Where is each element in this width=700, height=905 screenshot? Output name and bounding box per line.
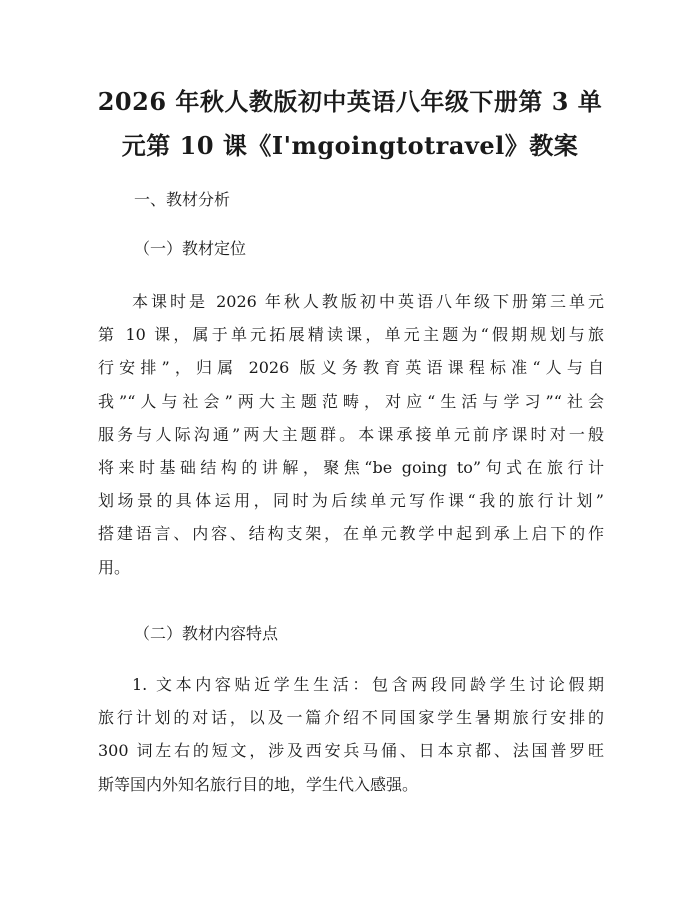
document-title-line-2: 元第 10 课《I'mgoingtotravel》教案	[121, 131, 579, 160]
paragraph-line: 我”“人与社会”两大主题范畴，对应“生活与学习”“社会	[98, 391, 604, 411]
paragraph-line: 1. 文本内容贴近学生生活：包含两段同龄学生讨论假期	[132, 675, 604, 694]
paragraph-line: 划场景的具体运用，同时为后续单元写作课“我的旅行计划”	[98, 491, 604, 511]
subsection-heading-features: （二）教材内容特点	[134, 624, 279, 643]
paragraph-line: 本课时是 2026 年秋人教版初中英语八年级下册第三单元	[132, 292, 604, 311]
subsection-heading-positioning: （一）教材定位	[134, 239, 247, 258]
paragraph-positioning	[98, 285, 604, 584]
paragraph-features	[98, 668, 604, 801]
document-title-line-1: 2026 年秋人教版初中英语八年级下册第 3 单	[97, 87, 603, 116]
paragraph-line: 将来时基础结构的讲解，聚焦“be going to”句式在旅行计	[98, 458, 604, 478]
paragraph-line: 行安排”，归属 2026 版义务教育英语课程标准“人与自	[98, 358, 604, 378]
section-heading-analysis: 一、教材分析	[134, 190, 231, 209]
paragraph-line: 300 词左右的短文，涉及西安兵马俑、日本京都、法国普罗旺	[98, 741, 604, 761]
paragraph-line: 服务与人际沟通”两大主题群。本课承接单元前序课时对一般	[98, 424, 604, 444]
paragraph-line: 斯等国内外知名旅行目的地，学生代入感强。	[98, 774, 419, 794]
paragraph-line: 用。	[98, 557, 131, 577]
paragraph-line: 第 10 课，属于单元拓展精读课，单元主题为“假期规划与旅	[98, 325, 604, 345]
paragraph-line: 搭建语言、内容、结构支架，在单元教学中起到承上启下的作	[98, 524, 604, 544]
paragraph-line: 旅行计划的对话，以及一篇介绍不同国家学生暑期旅行安排的	[98, 708, 604, 728]
